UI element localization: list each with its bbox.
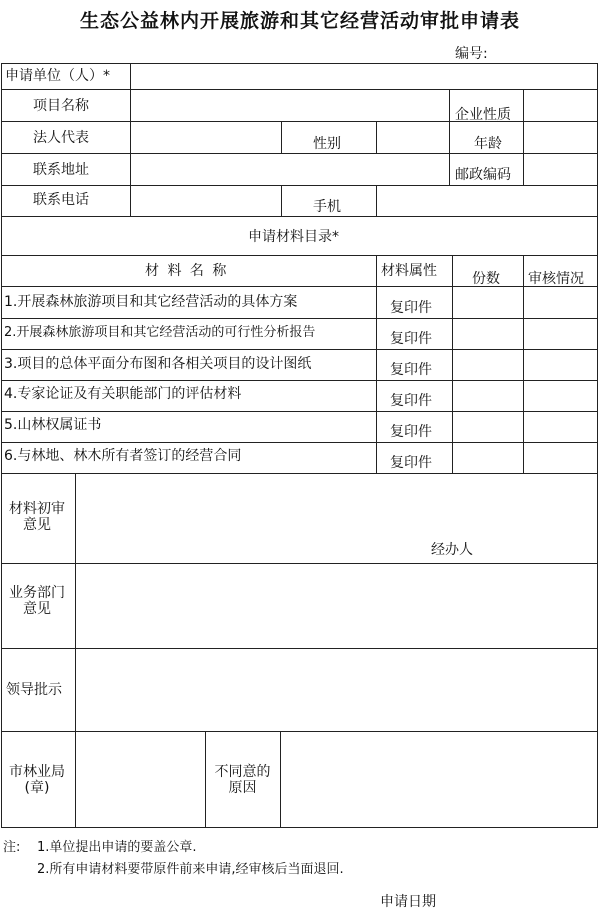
column-divider: [281, 185, 282, 216]
application-form-table: [0, 63, 600, 829]
column-divider: [376, 255, 377, 473]
leader-instruction-label: 领导批示: [6, 682, 62, 698]
material-item-attr: 复印件: [390, 362, 432, 378]
column-divider: [449, 89, 450, 185]
department-opinion-label: 业务部门意见: [9, 585, 65, 617]
row-divider: [1, 380, 598, 381]
enterprise-type-label: 企业性质: [455, 107, 511, 123]
row-divider: [1, 286, 598, 287]
row-divider: [1, 473, 598, 474]
note-line-1: 1.单位提出申请的要盖公章.: [37, 840, 197, 855]
row-divider: [1, 563, 598, 564]
row-divider: [1, 442, 598, 443]
row-divider: [1, 255, 598, 256]
material-item-name: 1.开展森林旅游项目和其它经营活动的具体方案: [4, 294, 298, 310]
apply-date-label: 申请日期: [380, 894, 436, 910]
column-divider: [376, 185, 377, 216]
material-item-name: 4.专家论证及有关职能部门的评估材料: [4, 386, 242, 402]
disagree-reason-label: 不同意的原因: [214, 764, 271, 796]
legal-rep-label: 法人代表: [33, 130, 89, 146]
document-title: 生态公益林内开展旅游和其它经营活动审批申请表: [79, 10, 520, 32]
material-item-name: 3.项目的总体平面分布图和各相关项目的设计图纸: [4, 356, 312, 372]
phone-label: 联系电话: [33, 192, 89, 208]
material-item-attr: 复印件: [390, 424, 432, 440]
row-divider: [1, 731, 598, 732]
row-divider: [1, 153, 598, 154]
row-divider: [1, 318, 598, 319]
initial-review-label: 材料初审意见: [9, 501, 65, 533]
material-item-attr: 复印件: [390, 300, 432, 316]
column-divider: [205, 731, 206, 828]
applicant-unit-label: 申请单位（人）*: [5, 68, 110, 84]
column-divider: [130, 63, 131, 216]
mobile-label: 手机: [313, 199, 341, 215]
project-name-label: 项目名称: [33, 98, 89, 114]
handler-label: 经办人: [431, 542, 473, 558]
column-divider: [280, 731, 281, 828]
address-label: 联系地址: [33, 162, 89, 178]
column-divider: [523, 255, 524, 473]
row-divider: [1, 216, 598, 217]
note-line-2: 2.所有申请材料要带原件前来申请,经审核后当面退回.: [37, 862, 344, 877]
column-divider: [523, 89, 524, 185]
forestry-bureau-label: 市林业局(章): [9, 764, 65, 796]
row-divider: [1, 185, 598, 186]
materials-col-attr: 材料属性: [381, 263, 437, 279]
material-item-attr: 复印件: [390, 455, 432, 471]
postcode-label: 邮政编码: [455, 167, 511, 183]
materials-section-title: 申请材料目录*: [248, 229, 339, 245]
material-item-name: 5.山林权属证书: [4, 417, 102, 433]
serial-number-label: 编号:: [455, 46, 488, 62]
column-divider: [75, 473, 76, 828]
column-divider: [376, 121, 377, 153]
column-divider: [452, 255, 453, 473]
row-divider: [1, 89, 598, 90]
row-divider: [1, 648, 598, 649]
material-item-attr: 复印件: [390, 331, 432, 347]
materials-col-count: 份数: [472, 271, 500, 287]
row-divider: [1, 411, 598, 412]
gender-label: 性别: [313, 136, 341, 152]
column-divider: [281, 121, 282, 153]
material-item-attr: 复印件: [390, 393, 432, 409]
row-divider: [1, 349, 598, 350]
notes-prefix: 注:: [3, 840, 21, 855]
materials-col-review: 审核情况: [528, 271, 584, 287]
material-item-name: 6.与林地、林木所有者签订的经营合同: [4, 448, 242, 464]
age-label: 年龄: [474, 136, 502, 152]
material-item-name: 2.开展森林旅游项目和其它经营活动的可行性分析报告: [4, 325, 316, 340]
materials-col-name: 材 料 名 称: [145, 263, 229, 279]
